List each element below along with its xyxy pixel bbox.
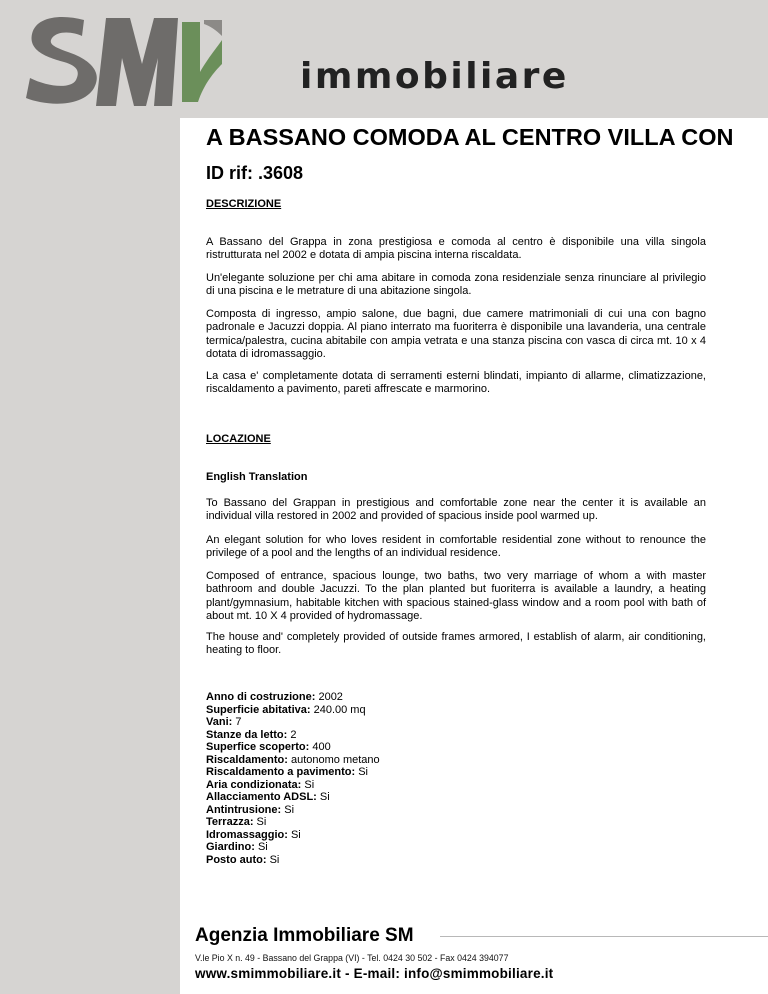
spec-row: Idromassaggio: Si [206,828,301,841]
footer-address: V.le Pio X n. 49 - Bassano del Grappa (VI) - Tel. 0424 30 502 - Fax 0424 394077 [195,953,509,963]
footer-divider [440,936,768,937]
brand-wordmark: immobiliare [300,56,569,97]
logo-s-glyph [26,17,97,104]
spec-row: Stanze da letto: 2 [206,728,297,741]
logo-grey-arrow [204,20,222,36]
spec-row: Anno di costruzione: 2002 [206,691,343,703]
english-heading: English Translation [206,471,308,483]
listing-id-label: ID rif: [206,163,253,183]
listing-id-value: .3608 [258,163,304,183]
spec-row: Giardino: Si [206,841,268,853]
descrizione-paragraph: Un'elegante soluzione per chi ama abitare in comoda zona residenziale senza rinunciare al privilegio di una piscina e le metrature di una abitazione singola. [206,272,706,298]
locazione-heading: LOCAZIONE [206,433,271,445]
listing-title: A BASSANO COMODA AL CENTRO VILLA CON [206,124,734,150]
descrizione-paragraph: La casa e' completamente dotata di serramenti esterni blindati, impianto di allarme, climatizzazione, riscaldamento a pavimento, pareti affrescate e marmorino. [206,370,706,396]
footer-agency-name: Agenzia Immobiliare SM [195,925,414,946]
sm-logo [22,12,222,108]
listing-id [206,163,303,184]
spec-row: Riscaldamento: autonomo metano [206,753,380,766]
descrizione-paragraph: Composta di ingresso, ampio salone, due bagni, due camere matrimoniali di cui una con bagno padronale e Jacuzzi doppia. Al piano interrato ma fuoriterra è disponibile una lavanderia, una centrale termica/palestra, cucina abitabile con ampia vetrata e una stanza piscina con vasca di circa mt. 10 x 4 dotata di idromassaggio. [206,308,706,360]
spec-row: Vani: 7 [206,716,242,728]
english-paragraph: The house and' completely provided of outside frames armored, I establish of alarm, air conditioning, heating to floor. [206,631,706,657]
english-paragraph: To Bassano del Grappan in prestigious and comfortable zone near the center it is available an individual villa restored in 2002 and provided of spacious inside pool warmed up. [206,497,706,523]
english-paragraph: An elegant solution for who loves resident in comfortable residential zone without to renounce the privilege of a pool and the lengths of an individual residence. [206,534,706,560]
spec-row: Allacciamento ADSL: Si [206,791,330,803]
logo-m-glyph [96,18,178,106]
sidebar-band [0,0,180,994]
spec-row: Antintrusione: Si [206,803,295,816]
spec-row: Aria condizionata: Si [206,778,315,791]
descrizione-paragraph: A Bassano del Grappa in zona prestigiosa e comoda al centro è disponibile una villa singola ristrutturata nel 2002 e dotata di ampia piscina interna riscaldata. [206,236,706,262]
spec-row: Superfice scoperto: 400 [206,741,331,753]
footer-web-email[interactable]: www.smimmobiliare.it - E-mail: info@smimmobiliare.it [195,966,554,981]
descrizione-heading: DESCRIZIONE [206,198,282,210]
spec-row: Riscaldamento a pavimento: Si [206,766,368,778]
spec-row: Posto auto: Si [206,853,280,866]
english-paragraph: Composed of entrance, spacious lounge, two baths, two very marriage of whom a with master bathroom and double Jacuzzi. To the plan planted but fuoriterra is available a laundry, a heating plant/gymnasium, habitable kitchen with spacious stained-glass window and a room pool with bath of about mt. 10 X 4 provided of hydromassage. [206,570,706,622]
specs-list [206,691,506,866]
logo-green-swoosh [182,22,222,102]
spec-row: Superficie abitativa: 240.00 mq [206,703,366,716]
spec-row: Terrazza: Si [206,816,267,828]
